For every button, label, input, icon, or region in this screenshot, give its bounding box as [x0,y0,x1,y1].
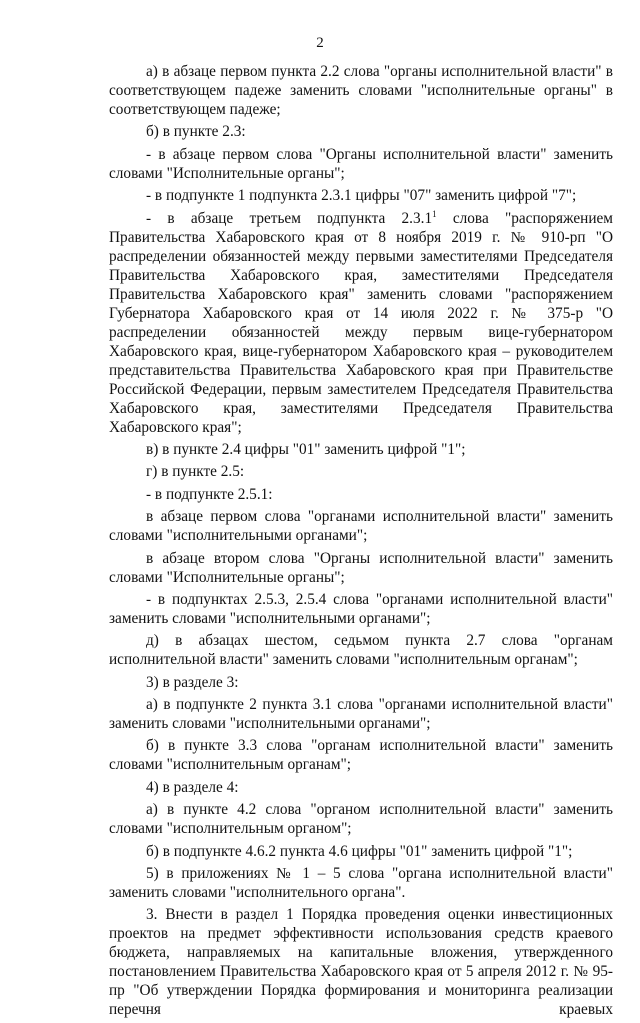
paragraph-text: слова "распоряжением Правительства Хабаровского края от 8 ноября 2019 г. № 910-рп "О распределении обязанностей между первыми заместителями Председателя Правительства Хабаровского края, заместителями Председателя Правительства Хабаровского края" заменить словами "распоряжением Губернатора Хабаровского края от 14 июля 2022 г. № 375-р "О распределении обязанностей между первым вице-губернатором Хабаровского края, вице-губернатором Хабаровского края – руководителем представительства Правительства Хабаровского края при Правительстве Российской Федерации, первым заместителем Председателя Правительства Хабаровского края, заместителями Председателя Правительства Хабаровского края"; [109,209,613,436]
paragraph-text: в абзаце первом слова "органами исполнительной власти" заменить словами "исполнительными органами"; [109,508,613,545]
paragraph-text: в) в пункте 2.4 цифры "01" заменить цифрой "1"; [146,440,466,458]
paragraph-text: - в подпункте 1 подпункта 2.3.1 цифры "07" заменить цифрой "7"; [146,187,577,205]
paragraph [109,485,613,504]
paragraph-text: 3) в разделе 3: [146,673,239,691]
paragraph-text: а) в пункте 4.2 слова "органом исполнительной власти" заменить словами "исполнительным органом"; [109,801,613,838]
paragraph [109,736,613,774]
paragraph-text: б) в пункте 2.3: [146,123,246,141]
paragraph [109,631,613,669]
paragraph [109,440,613,459]
paragraph [109,673,613,692]
paragraph [109,122,613,141]
paragraph-text: б) в подпункте 4.6.2 пункта 4.6 цифры "01" заменить цифрой "1"; [146,842,573,860]
document-body [109,62,613,1023]
paragraph [109,778,613,797]
paragraph-text: - в подпунктах 2.5.3, 2.5.4 слова "органами исполнительной власти" заменить словами "исполнительными органами"; [109,590,613,627]
paragraph [109,842,613,861]
paragraph-text: - в подпункте 2.5.1: [146,485,273,503]
paragraph-text: д) в абзацах шестом, седьмом пункта 2.7 слова "органам исполнительной власти" заменить словами "исполнительным органам"; [109,632,613,669]
paragraph-text: в абзаце втором слова "Органы исполнительной власти" заменить словами "Исполнительные органы"; [109,549,613,586]
paragraph-text: 3. Внести в раздел 1 Порядка проведения оценки инвестиционных проектов на предмет эффективности использования средств краевого бюджета, направляемых на капитальные вложения, утвержденного постановлением Правительства Хабаровского края от 5 апреля 2012 г. № 95-пр "Об утверждении Порядка формирования и мониторинга реализации перечня краевых [109,906,613,1019]
paragraph [109,549,613,587]
paragraph [109,209,613,437]
paragraph [109,590,613,628]
paragraph-text: 4) в разделе 4: [146,778,239,796]
paragraph-text: б) в пункте 3.3 слова "органам исполнительной власти" заменить словами "исполнительным органам"; [109,737,613,774]
paragraph [109,905,613,1019]
paragraph-text: а) в абзаце первом пункта 2.2 слова "органы исполнительной власти" в соответствующем падеже заменить словами "исполнительные органы" в соответствующем падеже; [109,63,613,118]
page-number: 2 [316,35,324,51]
paragraph-text: - в абзаце первом слова "Органы исполнительной власти" заменить словами "Исполнительные органы"; [109,145,613,182]
paragraph [109,695,613,733]
paragraph-text: 5) в приложениях № 1 – 5 слова "органа исполнительной власти" заменить словами "исполнительного органа". [109,865,613,902]
paragraph [109,62,613,119]
paragraph [109,864,613,902]
paragraph [109,145,613,183]
paragraph-text: г) в пункте 2.5: [146,463,245,481]
paragraph [109,462,613,481]
paragraph-text: а) в подпункте 2 пункта 3.1 слова "органами исполнительной власти" заменить словами "исполнительными органами"; [109,696,613,733]
paragraph [109,800,613,838]
paragraph-text-start: - в абзаце третьем подпункта 2.3.1 [146,209,433,227]
superscript: 1 [432,208,437,219]
paragraph [109,507,613,545]
paragraph [109,186,613,205]
